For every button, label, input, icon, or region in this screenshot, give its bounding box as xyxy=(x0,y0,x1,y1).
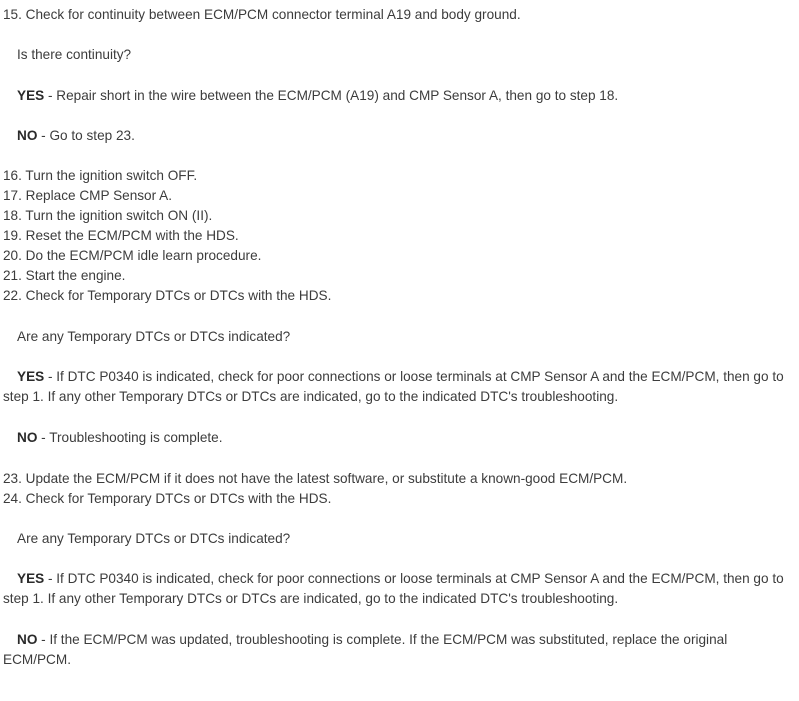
step-22: 22. Check for Temporary DTCs or DTCs with the HDS. xyxy=(3,288,332,303)
step-21: 21. Start the engine. xyxy=(3,268,126,283)
step-24: 24. Check for Temporary DTCs or DTCs with the HDS. xyxy=(3,491,332,506)
step-22-question: Are any Temporary DTCs or DTCs indicated? xyxy=(17,329,291,344)
step-22-no xyxy=(17,428,223,448)
step-19: 19. Reset the ECM/PCM with the HDS. xyxy=(3,228,239,243)
yes-text: - If DTC P0340 is indicated, check for poor connections or loose terminals at CMP Sensor A and the ECM/PCM, then go to step 1. If any other Temporary DTCs or DTCs are indicated, go to the indicated DTC's troubleshooting. xyxy=(3,571,784,606)
step-17: 17. Replace CMP Sensor A. xyxy=(3,188,173,203)
step-23: 23. Update the ECM/PCM if it does not have the latest software, or substitute a known-good ECM/PCM. xyxy=(3,471,628,486)
no-text: - Troubleshooting is complete. xyxy=(37,430,223,445)
step-22-yes xyxy=(3,367,793,407)
step-15-no xyxy=(17,126,135,146)
step-15-question: Is there continuity? xyxy=(17,47,132,62)
step-18: 18. Turn the ignition switch ON (II). xyxy=(3,208,213,223)
step-15: 15. Check for continuity between ECM/PCM connector terminal A19 and body ground. xyxy=(3,7,521,22)
step-16: 16. Turn the ignition switch OFF. xyxy=(3,168,198,183)
yes-text: - If DTC P0340 is indicated, check for poor connections or loose terminals at CMP Sensor A and the ECM/PCM, then go to step 1. If any other Temporary DTCs or DTCs are indicated, go to the indicated DTC's troubleshooting. xyxy=(3,369,784,404)
step-20: 20. Do the ECM/PCM idle learn procedure. xyxy=(3,248,262,263)
yes-label: YES xyxy=(17,369,45,384)
no-label: NO xyxy=(17,632,38,647)
step-15-yes xyxy=(17,86,618,106)
no-text: - Go to step 23. xyxy=(37,128,135,143)
no-text: - If the ECM/PCM was updated, troubleshooting is complete. If the ECM/PCM was substituted, replace the original ECM/PCM. xyxy=(3,632,728,667)
step-24-no xyxy=(3,630,793,670)
yes-label: YES xyxy=(17,571,45,586)
no-label: NO xyxy=(17,430,38,445)
no-label: NO xyxy=(17,128,38,143)
step-24-yes xyxy=(3,569,793,609)
yes-label: YES xyxy=(17,88,45,103)
step-24-question: Are any Temporary DTCs or DTCs indicated? xyxy=(17,531,291,546)
yes-text: - Repair short in the wire between the ECM/PCM (A19) and CMP Sensor A, then go to step 18. xyxy=(44,88,619,103)
